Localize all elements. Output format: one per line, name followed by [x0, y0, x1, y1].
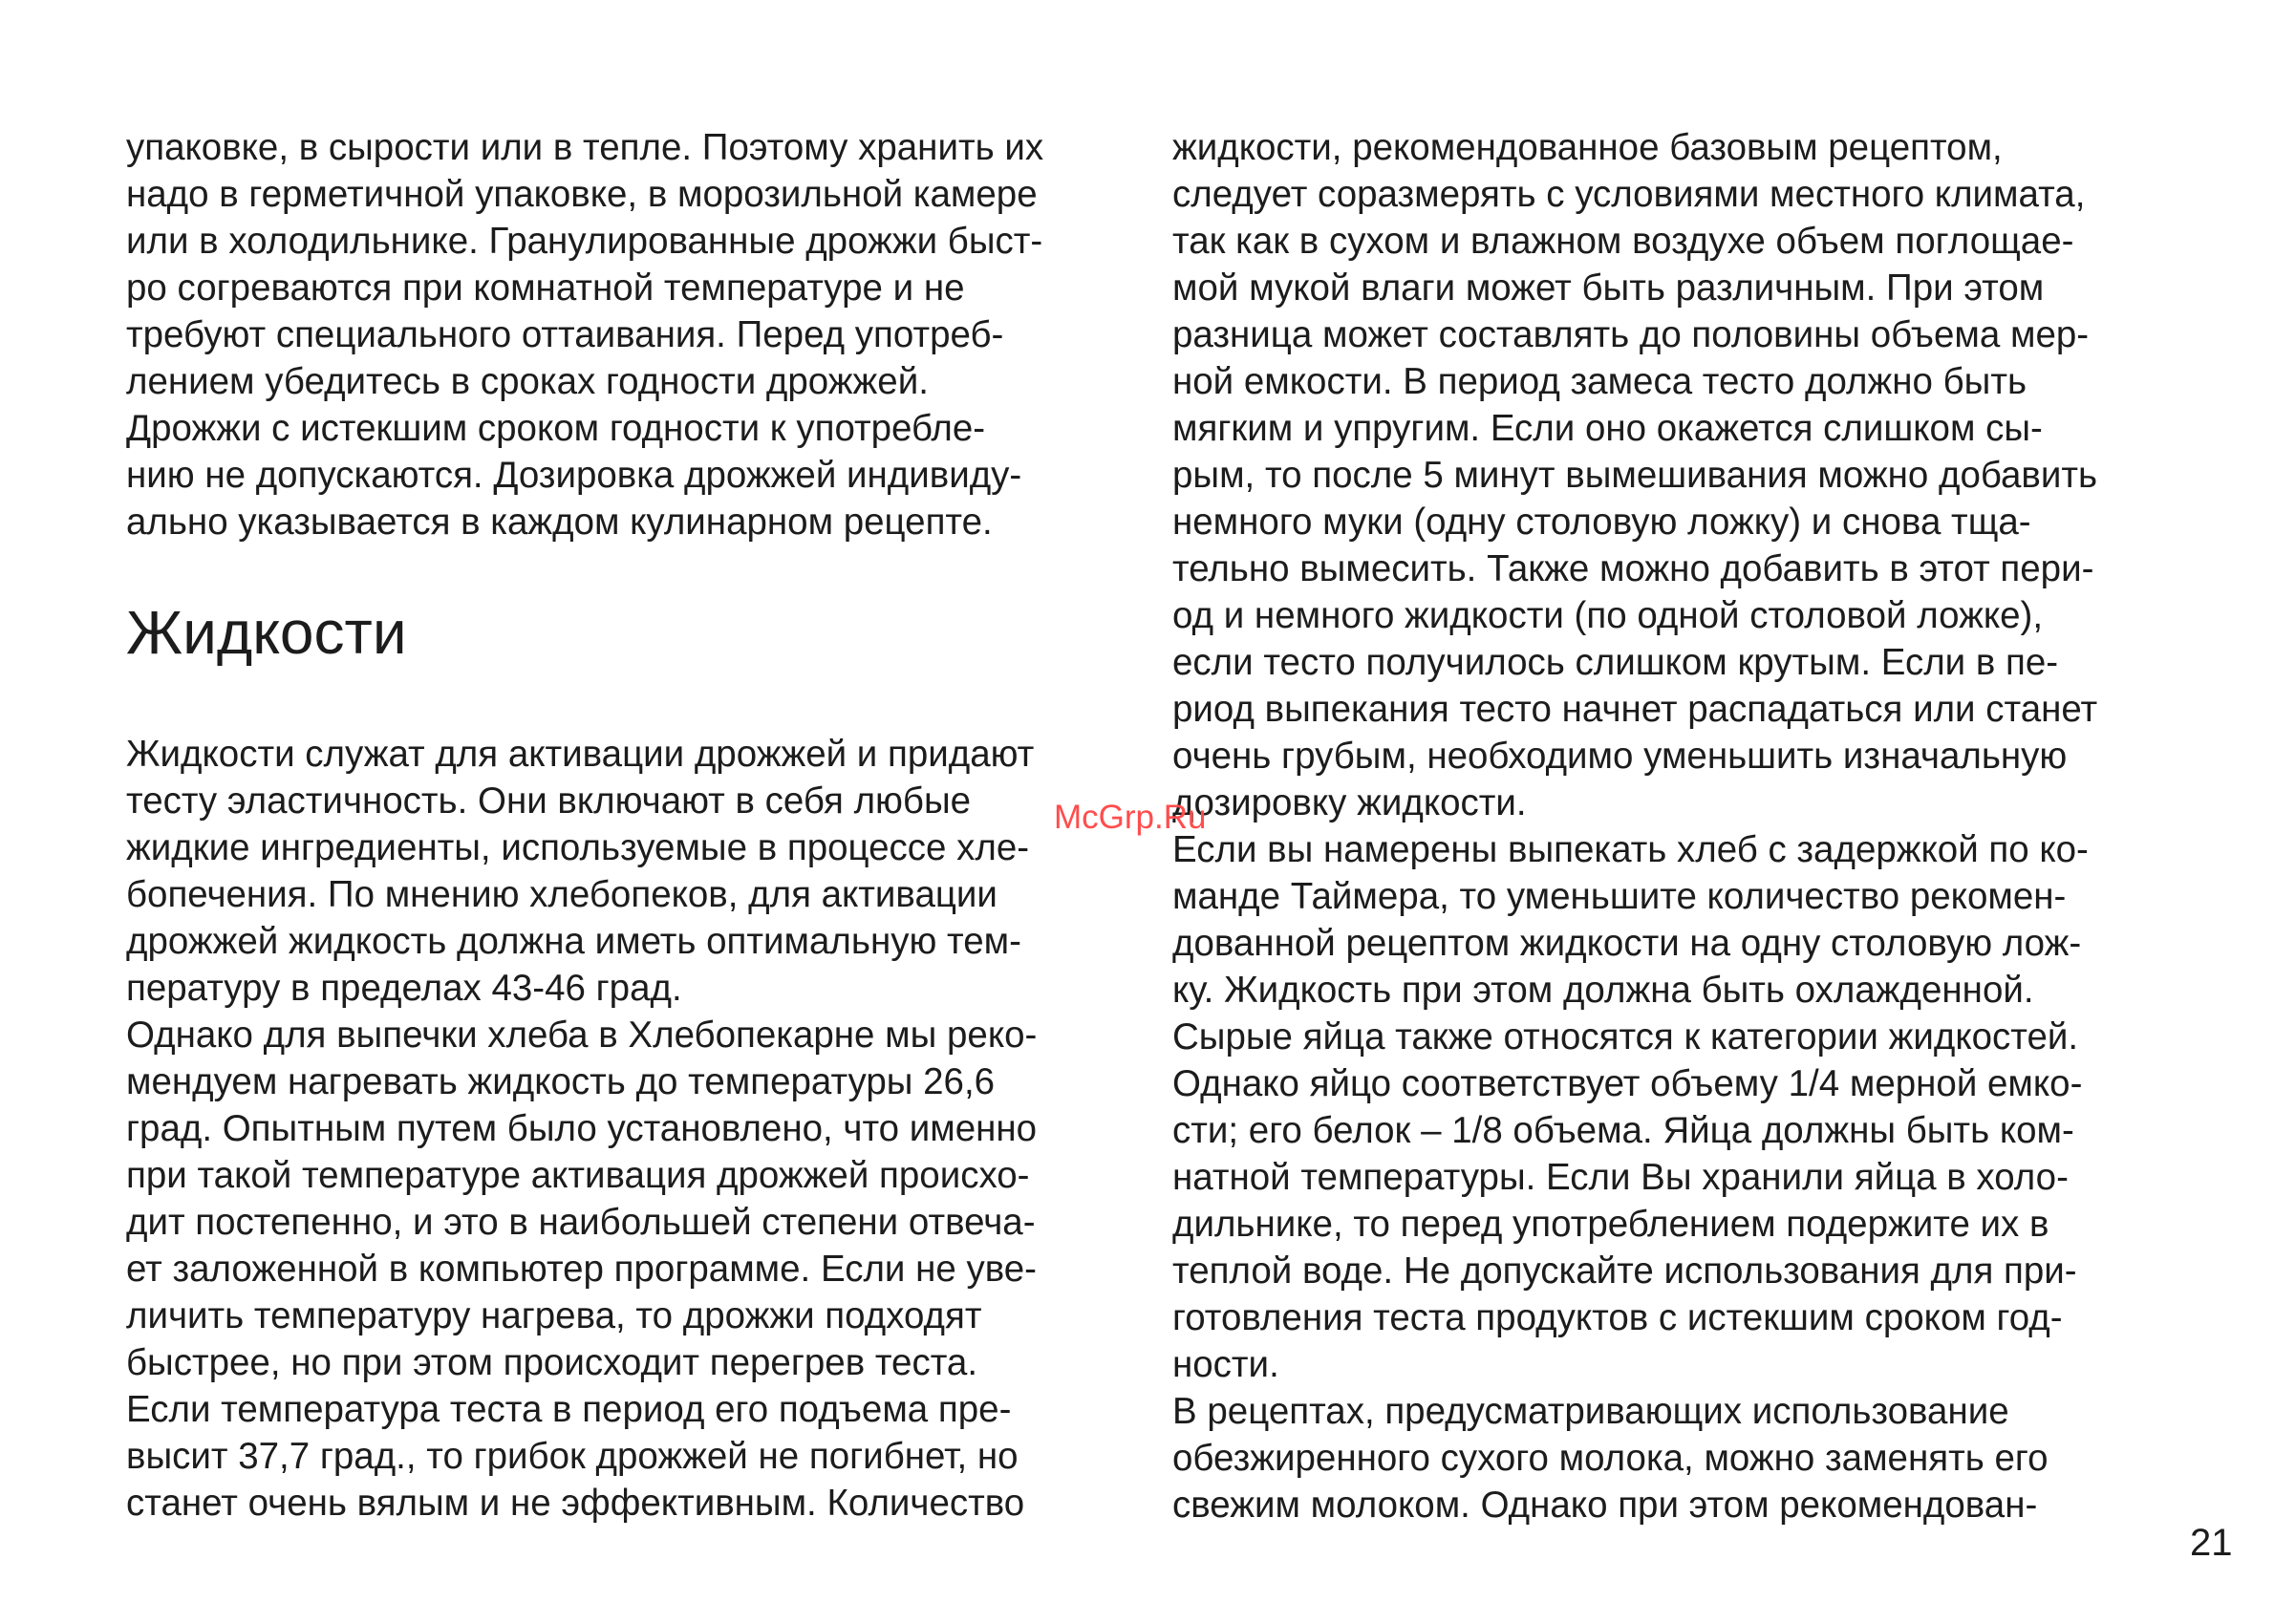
text-line: тесту эластичность. Они включают в себя любые — [126, 780, 972, 822]
text-line: ку. Жидкость при этом должна быть охлажденной. — [1172, 970, 2034, 1011]
text-line: ально указывается в каждом кулинарном рецепте. — [126, 502, 993, 543]
text-line: лением убедитесь в сроках годности дрожжей. — [126, 361, 929, 402]
paragraph-liquids-continued — [1172, 124, 2185, 1528]
text-line: од и немного жидкости (по одной столовой ложке), — [1172, 595, 2044, 636]
text-line: Однако для выпечки хлеба в Хлебопекарне мы реко- — [126, 1015, 1038, 1056]
text-line: дильнике, то перед употреблением подержите их в — [1172, 1204, 2049, 1245]
page-number: 21 — [2190, 1522, 2233, 1564]
text-line: так как в сухом и влажном воздухе объем поглощае- — [1172, 221, 2074, 262]
text-line: следует соразмерять с условиями местного климата, — [1172, 174, 2086, 215]
text-line: или в холодильнике. Гранулированные дрожжи быст- — [126, 221, 1043, 262]
text-line: риод выпекания тесто начнет распадаться или станет — [1172, 689, 2098, 730]
text-line: Дрожжи с истекшим сроком годности к употребле- — [126, 408, 986, 449]
paragraph-yeast-storage — [126, 124, 1120, 545]
left-column — [126, 124, 1120, 1527]
text-line: тельно вымесить. Также можно добавить в этот пери- — [1172, 548, 2094, 589]
text-line: нию не допускаются. Дозировка дрожжей индивиду- — [126, 455, 1022, 496]
text-line: ет заложенной в компьютер программе. Если не уве- — [126, 1249, 1037, 1290]
text-line: жидкие ингредиенты, используемые в процессе хле- — [126, 827, 1030, 868]
text-line: немного муки (одну столовую ложку) и снова тща- — [1172, 502, 2031, 543]
text-line: жидкости, рекомендованное базовым рецептом, — [1172, 127, 2003, 168]
text-line: манде Таймера, то уменьшите количество рекомен- — [1172, 876, 2067, 917]
text-line: высит 37,7 град., то грибок дрожжей не погибнет, но — [126, 1436, 1019, 1477]
text-line: надо в герметичной упаковке, в морозильной камере — [126, 174, 1038, 215]
text-line: дрожжей жидкость должна иметь оптимальную тем- — [126, 921, 1021, 962]
text-line: Сырые яйца также относятся к категории жидкостей. — [1172, 1016, 2079, 1058]
text-line: пературу в пределах 43-46 град. — [126, 968, 682, 1009]
text-line: очень грубым, необходимо уменьшить изначальную — [1172, 736, 2068, 777]
text-line: разница может составлять до половины объема мер- — [1172, 314, 2090, 355]
text-line: теплой воде. Не допускайте использования для при- — [1172, 1250, 2077, 1292]
text-line: дит постепенно, и это в наибольшей степени отвеча- — [126, 1202, 1036, 1243]
text-line: свежим молоком. Однако при этом рекомендован- — [1172, 1485, 2038, 1526]
right-column — [1172, 124, 2185, 1528]
text-line: дованной рецептом жидкости на одну столовую лож- — [1172, 923, 2082, 964]
text-line: готовления теста продуктов с истекшим сроком год- — [1172, 1297, 2063, 1338]
text-line: сти; его белок – 1/8 объема. Яйца должны быть ком- — [1172, 1110, 2074, 1151]
section-heading-liquids: Жидкости — [126, 598, 407, 667]
text-line: если тесто получилось слишком крутым. Если в пе- — [1172, 642, 2059, 683]
text-line: при такой температуре активация дрожжей происхо- — [126, 1155, 1030, 1196]
text-line: ро согреваются при комнатной температуре и не — [126, 267, 965, 309]
text-line: В рецептах, предусматривающих использование — [1172, 1391, 2009, 1432]
text-line: Жидкости служат для активации дрожжей и придают — [126, 734, 1035, 775]
text-line: обезжиренного сухого молока, можно заменять его — [1172, 1438, 2049, 1479]
text-line: ной емкости. В период замеса тесто должно быть — [1172, 361, 2027, 402]
text-line: личить температуру нагрева, то дрожжи подходят — [126, 1295, 982, 1336]
text-line: мендуем нагревать жидкость до температуры 26,6 — [126, 1061, 996, 1102]
text-line: натной температуры. Если Вы хранили яйца в холо- — [1172, 1157, 2069, 1198]
text-line: Если температура теста в период его подъема пре- — [126, 1389, 1012, 1430]
text-line: требуют специального оттаивания. Перед употреб- — [126, 314, 1004, 355]
text-line: бопечения. По мнению хлебопеков, для активации — [126, 874, 998, 915]
paragraph-liquids — [126, 731, 1120, 1527]
text-line: рым, то после 5 минут вымешивания можно добавить — [1172, 455, 2098, 496]
text-line: Однако яйцо соответствует объему 1/4 мерной емко- — [1172, 1063, 2083, 1104]
text-line: быстрее, но при этом происходит перегрев теста. — [126, 1342, 978, 1383]
text-line: дозировку жидкости. — [1172, 782, 1527, 823]
text-line: упаковке, в сырости или в тепле. Поэтому хранить их — [126, 127, 1044, 168]
text-line: мягким и упругим. Если оно окажется слишком сы- — [1172, 408, 2043, 449]
text-line: град. Опытным путем было установлено, что именно — [126, 1108, 1038, 1149]
text-line: мой мукой влаги может быть различным. При этом — [1172, 267, 2045, 309]
watermark-text: McGrp.Ru — [1054, 799, 1207, 836]
text-line: Если вы намерены выпекать хлеб с задержкой по ко- — [1172, 829, 2089, 870]
text-line: станет очень вялым и не эффективным. Количество — [126, 1483, 1025, 1524]
text-line: ности. — [1172, 1344, 1279, 1385]
